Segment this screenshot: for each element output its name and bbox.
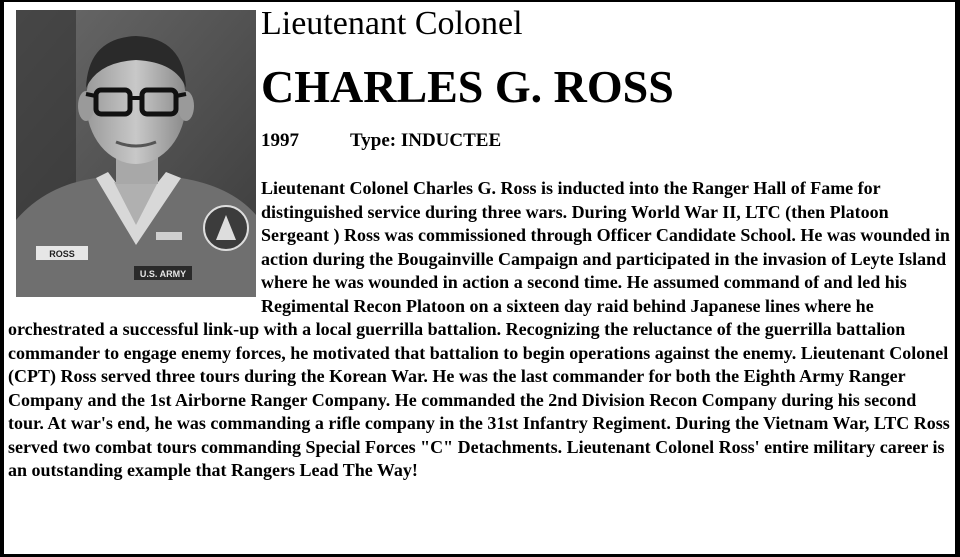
induction-year: 1997 [261, 130, 299, 151]
induction-meta [261, 129, 501, 153]
biography-text [8, 177, 952, 483]
photo-nametag: ROSS [49, 249, 75, 259]
biography-body: Lieutenant Colonel Charles G. Ross is inducted into the Ranger Hall of Fame for distinguished service during three wars. During World War II, LTC (then Platoon Sergeant ) Ross was commissioned through Officer Candidate School. He was wounded in action during the Bougainville Campaign and participated in the invasion of Leyte Island where he was wounded in action a second time. He assumed command of and led his Regimental Recon Platoon on a sixteen day raid behind Japanese lines where he orchestrated a successful link-up with a local guerrilla battalion. Recognizing the reluctance of the guerrilla battalion commander to engage enemy forces, he motivated that battalion to begin operations against the enemy. Lieutenant Colonel (CPT) Ross served three tours during the Korean War. He was the last commander for both the Eighth Army Ranger Company and the 1st Airborne Ranger Company. He commanded the 2nd Division Recon Company during his second tour. At war's end, he was commanding a rifle company in the 31st Infantry Regiment. During the Vietnam War, LTC Ross served two combat tours commanding Special Forces "C" Detachments. Lieutenant Colonel Ross' entire military career is an outstanding example that Rangers Lead The Way! [8, 178, 950, 480]
hall-of-fame-card [4, 2, 955, 554]
rank-title: Lieutenant Colonel [261, 5, 523, 42]
inductee-name: CHARLES G. ROSS [261, 61, 674, 112]
inductee-type: Type: INDUCTEE [350, 130, 502, 151]
photo-army-tape: U.S. ARMY [139, 269, 187, 279]
